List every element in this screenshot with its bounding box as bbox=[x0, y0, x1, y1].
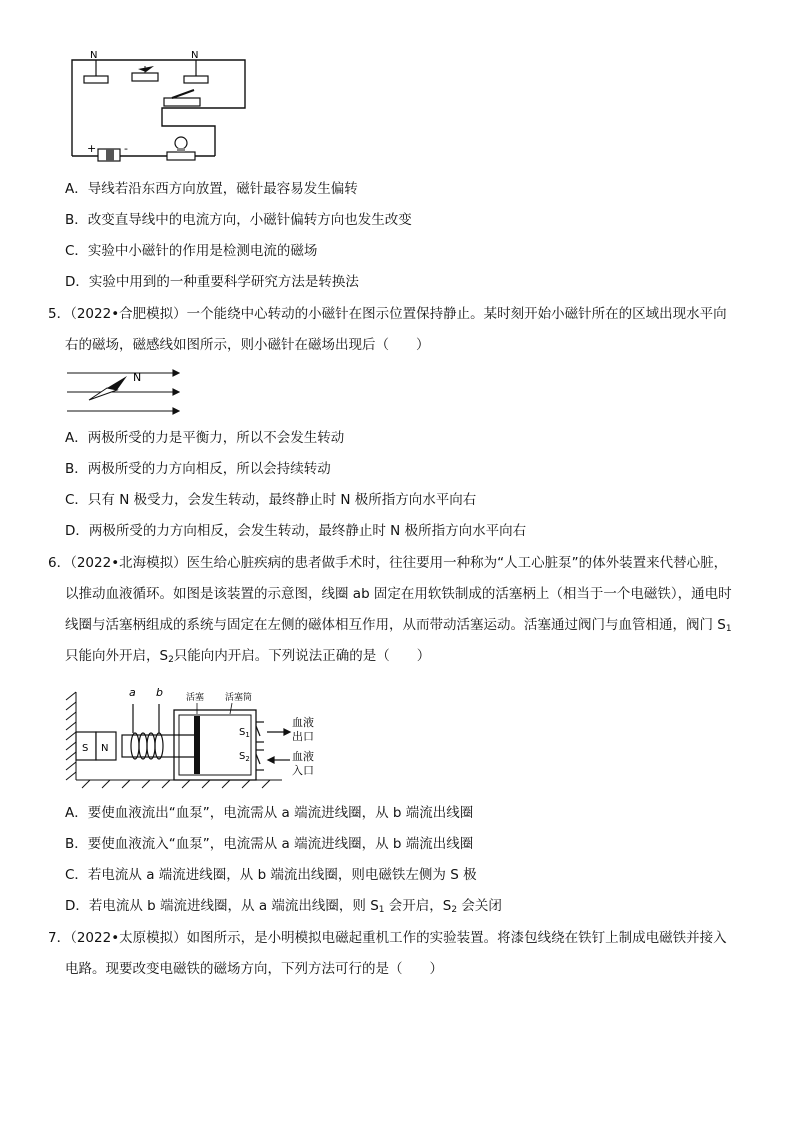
valve-s2-label: $S_2$ bbox=[239, 751, 250, 763]
q5-option-a: A．两极所受的力是平衡力，所以不会发生转动 bbox=[65, 430, 345, 446]
q6-option-c: C．若电流从 a 端流进线圈，从 b 端流出线圈，则电磁铁左侧为 S 极 bbox=[65, 867, 477, 883]
q7-stem-line2: 电路。现要改变电磁铁的磁场方向，下列方法可行的是（ ） bbox=[65, 961, 443, 977]
battery-minus: - bbox=[124, 142, 128, 155]
needle-n-label: N bbox=[133, 371, 142, 384]
coil-a-label: a bbox=[129, 686, 136, 699]
heart-pump-figure bbox=[62, 680, 332, 790]
piston-label: 活塞 bbox=[186, 693, 205, 703]
q6-stem-line4: 只能向外开启，$S_2$只能向内开启。下列说法正确的是（ ） bbox=[65, 648, 431, 665]
q4-option-d: D．实验中用到的一种重要科学研究方法是转换法 bbox=[65, 274, 359, 290]
blood-in-label-1: 血液 bbox=[292, 750, 314, 763]
blood-out-label-2: 出口 bbox=[292, 730, 314, 743]
q6-stem-line1: 6．（2022•北海模拟）医生给心脏疾病的患者做手术时，往往要用一种称为“人工心脏泵”的体外装置来代替心脏， bbox=[48, 555, 728, 571]
q6-stem-line2: 以推动血液循环。如图是该装置的示意图，线圈 ab 固定在用软铁制成的活塞柄上（相当于一个电磁铁），通电时 bbox=[65, 586, 732, 602]
q7-stem-line1: 7．（2022•太原模拟）如图所示，是小明模拟电磁起重机工作的实验装置。将漆包线绕在铁钉上制成电磁铁并接入 bbox=[48, 930, 727, 946]
q4-option-a: A．导线若沿东西方向放置，磁针最容易发生偏转 bbox=[65, 181, 358, 197]
q5-option-b: B．两极所受的力方向相反，所以会持续转动 bbox=[65, 461, 331, 477]
q6-option-d: D．若电流从 b 端流进线圈，从 a 端流出线圈，则 $S_1$ 会开启，$S_2$ 会关闭 bbox=[65, 898, 502, 915]
coil-b-label: b bbox=[156, 686, 163, 699]
magnet-n-label: N bbox=[101, 743, 109, 754]
blood-out-label-1: 血液 bbox=[292, 716, 314, 729]
n-label-left: N bbox=[90, 50, 98, 61]
magnetic-field-figure bbox=[65, 366, 180, 418]
q4-option-b: B．改变直导线中的电流方向，小磁针偏转方向也发生改变 bbox=[65, 212, 412, 228]
q6-option-b: B．要使血液流入“血泵”，电流需从 a 端流进线圈，从 b 端流出线圈 bbox=[65, 836, 474, 852]
n-label-right: N bbox=[191, 50, 199, 61]
magnet-s-label: S bbox=[82, 743, 89, 754]
q6-option-a: A．要使血液流出“血泵”，电流需从 a 端流进线圈，从 b 端流出线圈 bbox=[65, 805, 474, 821]
q5-option-d: D．两极所受的力方向相反，会发生转动，最终静止时 N 极所指方向水平向右 bbox=[65, 523, 527, 539]
q5-option-c: C．只有 N 极受力，会发生转动，最终静止时 N 极所指方向水平向右 bbox=[65, 492, 477, 508]
valve-s1-label: $S_1$ bbox=[239, 727, 250, 739]
q5-stem-line1: 5．（2022•合肥模拟）一个能绕中心转动的小磁针在图示位置保持静止。某时刻开始小磁针所在的区域出现水平向 bbox=[48, 306, 727, 322]
circuit-figure bbox=[62, 48, 252, 166]
cylinder-label: 活塞筒 bbox=[225, 693, 253, 703]
q6-stem-line3: 线圈与活塞柄组成的系统与固定在左侧的磁体相互作用，从而带动活塞运动。活塞通过阀门与血管相通，阀门 $S_1$ bbox=[65, 617, 732, 634]
battery-plus: + bbox=[87, 142, 97, 155]
blood-in-label-2: 入口 bbox=[292, 764, 314, 777]
q4-option-c: C．实验中小磁针的作用是检测电流的磁场 bbox=[65, 243, 318, 259]
q5-stem-line2: 右的磁场，磁感线如图所示，则小磁针在磁场出现后（ ） bbox=[65, 337, 430, 353]
